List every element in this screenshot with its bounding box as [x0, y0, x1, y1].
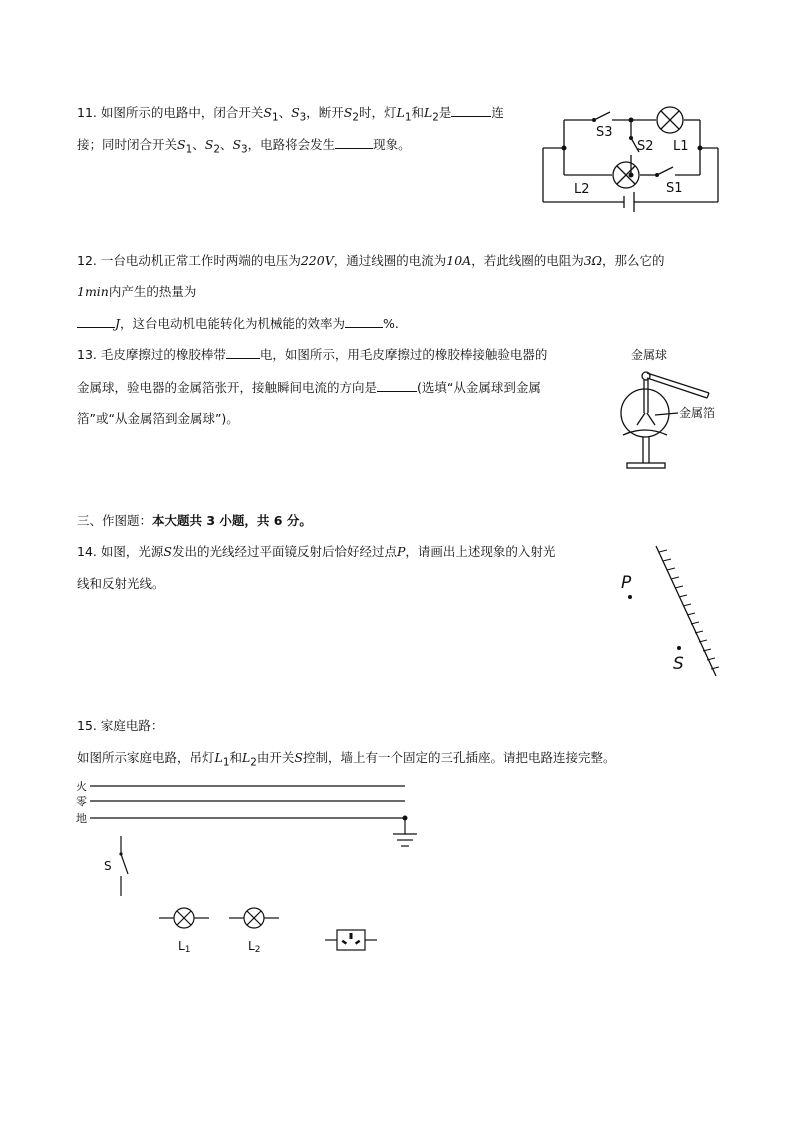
- answer-blank[interactable]: [77, 314, 115, 328]
- q14-line2: 线和反射光线。: [77, 576, 165, 591]
- label-source-s: S: [673, 654, 684, 674]
- label-s2: S2: [637, 139, 654, 154]
- q15-title: 15. 家庭电路：: [77, 718, 164, 733]
- label-l2: L2: [574, 182, 590, 197]
- answer-blank[interactable]: [345, 314, 383, 328]
- label-s1: S1: [666, 181, 683, 196]
- answer-blank[interactable]: [377, 378, 417, 392]
- q13-line3: 箔”或“从金属箔到金属球”)。: [77, 411, 239, 426]
- q12-line3: J，这台电动机电能转化为机械能的效率为 %.: [77, 314, 399, 333]
- answer-blank[interactable]: [226, 345, 260, 359]
- neutral-wire-label: 零: [76, 795, 87, 808]
- q15-line2: 如图所示家庭电路，吊灯$L_1$和$L_2$由开关S控制，墙上有一个固定的三孔插座。请把电路连接完整。: [77, 750, 616, 769]
- lamp-l2-label: L2: [248, 939, 261, 955]
- section-3-header: 三、作图题：本大题共 3 小题，共 6 分。: [77, 513, 312, 528]
- point-s-dot: [677, 646, 681, 650]
- q14-line1: 14. 如图，光源S发出的光线经过平面镜反射后恰好经过点P，请画出上述现象的入射光: [77, 544, 556, 559]
- live-wire-label: 火: [76, 780, 87, 793]
- electroscope-diagram: [615, 345, 735, 475]
- switch-label: S: [104, 859, 112, 873]
- answer-blank[interactable]: [335, 135, 373, 149]
- q12-line2: 1min内产生的热量为: [77, 284, 197, 299]
- label-l1: L1: [673, 139, 689, 154]
- plane-mirror-diagram: [612, 540, 732, 685]
- q12-line1: 12. 一台电动机正常工作时两端的电压为220V，通过线圈的电流为10A，若此线圈的电阻为3Ω，那么它的: [77, 253, 665, 268]
- q11-circuit-diagram: [540, 100, 725, 215]
- q13-line1: 13. 毛皮摩擦过的橡胶棒带 电，如图所示，用毛皮摩擦过的橡胶棒接触验电器的: [77, 347, 548, 362]
- q11-line1: 11. 如图所示的电路中，闭合开关$S_1$、$S_3$，断开$S_2$时，灯$L_1$和$L_2$是 连: [77, 105, 504, 124]
- label-s3: S3: [596, 125, 613, 140]
- ground-wire-label: 地: [76, 812, 87, 825]
- q11-line2: 接；同时闭合开关$S_1$、$S_2$、$S_3$，电路将会发生 现象。: [77, 137, 411, 156]
- label-metal-ball: 金属球: [631, 348, 668, 362]
- label-metal-foil: 金属箔: [679, 406, 716, 420]
- label-point-p: P: [621, 573, 632, 593]
- lamp-l1-label: L1: [178, 939, 191, 955]
- answer-blank[interactable]: [451, 103, 491, 117]
- q13-line2: 金属球，验电器的金属箔张开，接触瞬间电流的方向是 (选填“从金属球到金属: [77, 380, 541, 395]
- three-hole-socket: [342, 933, 361, 945]
- household-circuit-diagram: [70, 778, 430, 963]
- point-p-dot: [628, 595, 632, 599]
